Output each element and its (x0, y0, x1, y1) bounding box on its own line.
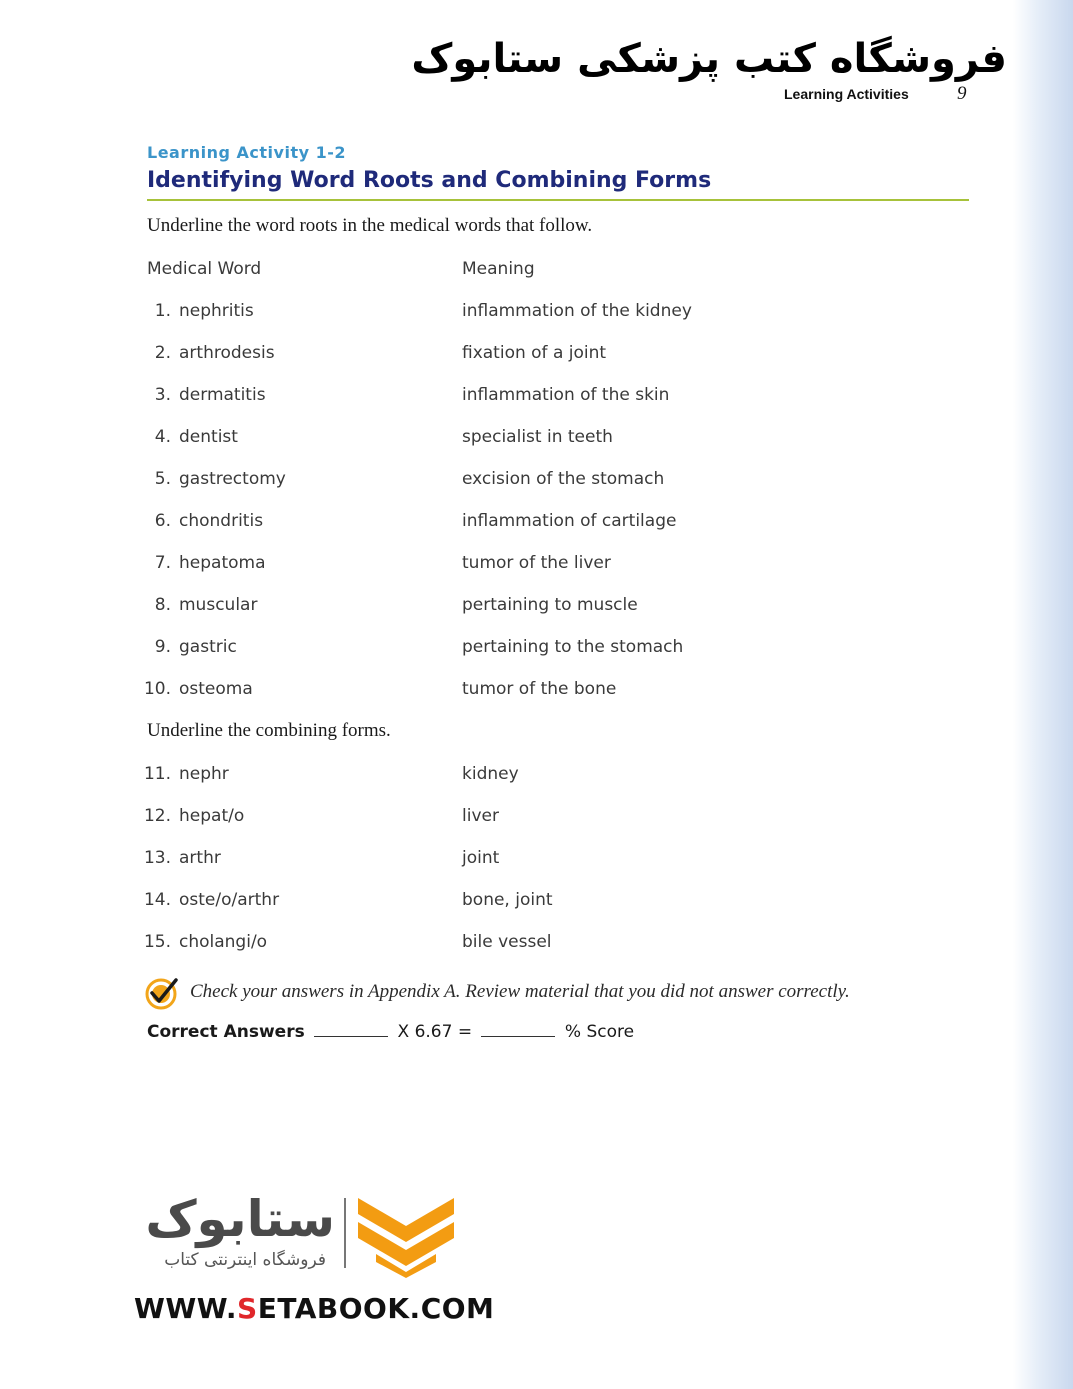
score-blank[interactable] (481, 1022, 555, 1037)
meaning-text: tumor of the liver (462, 553, 611, 573)
meaning-text: inflammation of the skin (462, 385, 670, 405)
correct-answers-blank[interactable] (314, 1022, 388, 1037)
row-number: 14. (143, 890, 171, 910)
combining-form: hepat/o (179, 806, 245, 826)
meaning-text: specialist in teeth (462, 427, 613, 447)
review-note: Check your answers in Appendix A. Review material that you did not answer correctly. (190, 981, 850, 1002)
meaning-text: pertaining to muscle (462, 595, 638, 615)
table-row (139, 301, 254, 321)
table-row (139, 679, 253, 699)
logo-url (134, 1292, 494, 1325)
table-row (139, 427, 238, 447)
logo-book-icon (356, 1192, 456, 1278)
combining-form: oste/o/arthr (179, 890, 280, 910)
activity-label: Learning Activity 1-2 (147, 143, 346, 162)
row-number: 9. (154, 637, 171, 657)
combining-form: arthr (179, 848, 221, 868)
table-row (139, 511, 263, 531)
score-multiplier: X 6.67 = (397, 1022, 473, 1042)
medical-word: muscular (179, 595, 258, 615)
store-watermark: فروشگاه کتب پزشکی ستابوک (411, 36, 1007, 82)
score-line (147, 1022, 634, 1042)
column-header-meaning: Meaning (462, 259, 535, 279)
medical-word: osteoma (179, 679, 253, 699)
logo-subtitle: فروشگاه اینترنتی کتاب (164, 1250, 326, 1270)
meaning-text: liver (462, 806, 499, 826)
page-edge-band (1013, 0, 1073, 1389)
table-row (139, 890, 279, 910)
combining-form: nephr (179, 764, 229, 784)
row-number: 12. (143, 806, 171, 826)
medical-word: dentist (179, 427, 238, 447)
row-number: 6. (154, 511, 171, 531)
row-number: 4. (154, 427, 171, 447)
medical-word: gastrectomy (179, 469, 286, 489)
checkmark-icon (145, 976, 179, 1010)
meaning-text: inflammation of the kidney (462, 301, 692, 321)
section2-instruction: Underline the combining forms. (147, 720, 391, 741)
row-number: 13. (143, 848, 171, 868)
table-row (139, 848, 221, 868)
meaning-text: joint (462, 848, 500, 868)
logo-divider (344, 1198, 346, 1268)
section1-instruction: Underline the word roots in the medical words that follow. (147, 215, 593, 236)
table-row (139, 469, 286, 489)
row-number: 11. (143, 764, 171, 784)
row-number: 8. (154, 595, 171, 615)
row-number: 5. (154, 469, 171, 489)
combining-form: cholangi/o (179, 932, 268, 952)
url-prefix: WWW. (134, 1292, 238, 1325)
table-row (139, 343, 275, 363)
medical-word: hepatoma (179, 553, 266, 573)
row-number: 15. (143, 932, 171, 952)
url-rest: ETABOOK.COM (257, 1292, 495, 1325)
row-number: 2. (154, 343, 171, 363)
score-suffix: % Score (564, 1022, 635, 1042)
title-divider (147, 199, 969, 201)
table-row (139, 932, 267, 952)
logo-brand-text: ستابوک (145, 1190, 335, 1248)
page-number: 9 (957, 83, 967, 104)
table-row (139, 806, 244, 826)
meaning-text: bone, joint (462, 890, 553, 910)
table-row (139, 553, 266, 573)
url-accent: S (237, 1292, 258, 1325)
activity-title: Identifying Word Roots and Combining Forms (147, 168, 712, 193)
medical-word: nephritis (179, 301, 254, 321)
medical-word: gastric (179, 637, 237, 657)
meaning-text: bile vessel (462, 932, 552, 952)
correct-answers-label: Correct Answers (147, 1022, 305, 1042)
meaning-text: tumor of the bone (462, 679, 617, 699)
row-number: 7. (154, 553, 171, 573)
medical-word: arthrodesis (179, 343, 275, 363)
medical-word: chondritis (179, 511, 264, 531)
column-header-word: Medical Word (147, 259, 262, 279)
table-row (139, 637, 237, 657)
row-number: 1. (154, 301, 171, 321)
table-row (139, 595, 257, 615)
meaning-text: excision of the stomach (462, 469, 665, 489)
meaning-text: pertaining to the stomach (462, 637, 684, 657)
running-head: Learning Activities (784, 86, 909, 102)
meaning-text: fixation of a joint (462, 343, 607, 363)
meaning-text: inflammation of cartilage (462, 511, 677, 531)
table-row (139, 385, 266, 405)
row-number: 10. (143, 679, 171, 699)
table-row (139, 764, 229, 784)
row-number: 3. (154, 385, 171, 405)
meaning-text: kidney (462, 764, 519, 784)
setabook-logo (112, 1180, 495, 1340)
medical-word: dermatitis (179, 385, 266, 405)
